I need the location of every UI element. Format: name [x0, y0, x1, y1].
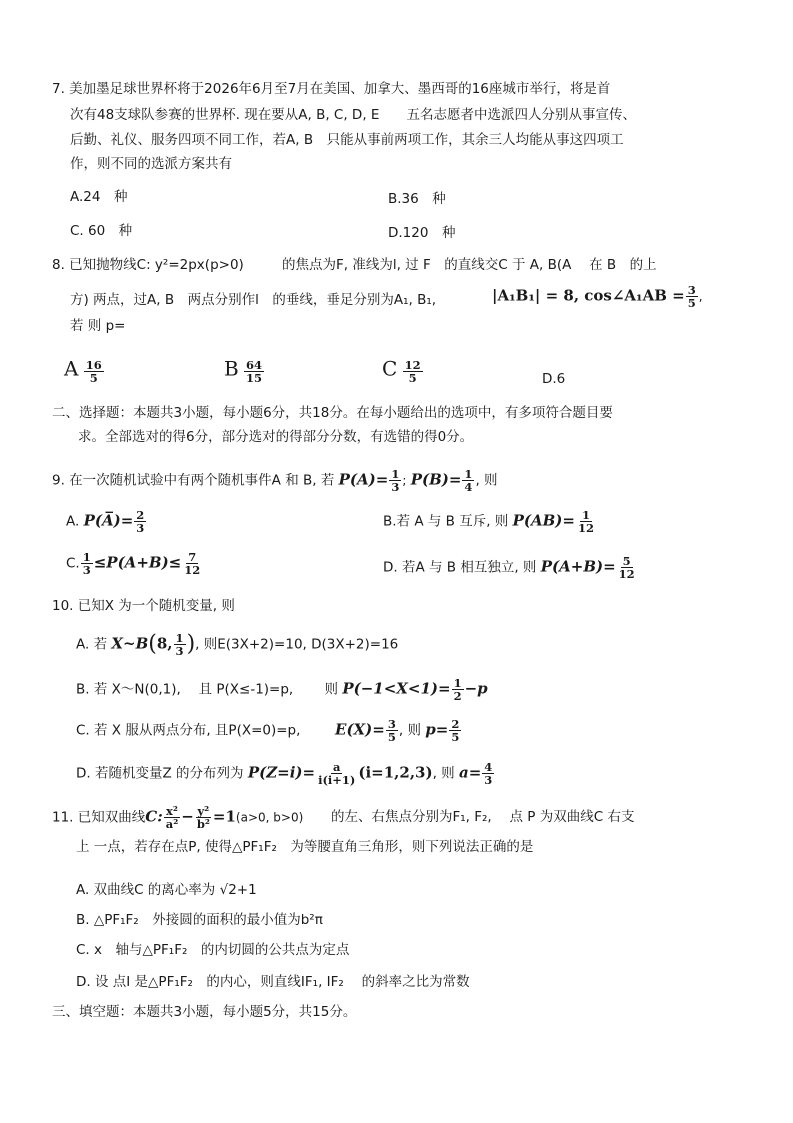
q7-option-b: B.36 种: [388, 191, 446, 207]
q10-option-c: C. 若 X 服从两点分布, 且P(X=0)=p, E(X)= $\frac{3}{5}$ , 则 p= $\frac{2}{5}$: [76, 717, 460, 744]
q7-line-1: 7. 美加墨足球世界杯将于2026年6月至7月在美国、加拿大、墨西哥的16座城市举行，将是首: [52, 81, 611, 97]
section2-line-2: 求。全部选对的得6分，部分选对的得部分分数，有选错的得0分。: [78, 429, 474, 445]
q11-line-2: 上 一点，若存在点P, 使得△PF₁F₂ 为等腰直角三角形，则下列说法正确的是: [76, 839, 534, 855]
q11-option-a: A. 双曲线C 的离心率为 √2+1: [76, 882, 257, 898]
q11-stem: 11. 已知双曲线C: $\frac{\text{x²}}{\text{a²}}$ − $\frac{\text{y²}}{\text{b²}}$ =1(a>0, b>0): [52, 804, 304, 831]
q8-option-a-fraction: $\frac{16}{5}$: [85, 358, 102, 385]
section2-line-1: 二、选择题：本题共3小题，每小题6分，共18分。在每小题给出的选项中，有多项符合题目要: [52, 405, 613, 421]
q8-condition-expr: |A₁B₁| = 8, cos∠A₁AB =: [492, 286, 685, 305]
q9-option-c-fraction-2: $\frac{7}{12}$: [184, 550, 201, 577]
q9-option-c: C. $\frac{1}{3}$ ≤P(A+B)≤ $\frac{7}{12}$: [66, 550, 201, 577]
q7-option-a: A.24 种: [70, 189, 128, 205]
q9-option-d-fraction: $\frac{5}{12}$: [618, 554, 635, 581]
q8-line-2a: 方) 两点，过A, B 两点分别作l 的垂线，垂足分别为A₁, B₁,: [70, 292, 437, 308]
q7-line-4: 作，则不同的选派方案共有: [70, 156, 232, 172]
q9-option-c-fraction-1: $\frac{1}{3}$: [82, 550, 91, 577]
q11-option-c: C. x 轴与△PF₁F₂ 的内切圆的公共点为定点: [76, 942, 350, 958]
q8-cos-fraction: $\frac{3}{5}$: [687, 283, 696, 310]
q8-option-c: C $\frac{12}{5}$: [382, 356, 421, 385]
q10-option-d-fraction-2: $\frac{4}{3}$: [484, 760, 493, 787]
q9-option-a: A. P(A̅)= $\frac{2}{3}$: [66, 508, 145, 535]
q10-option-a-fraction: $\frac{1}{3}$: [175, 631, 184, 658]
q8-line-1a: 8. 已知抛物线C: y²=2px(p>0): [52, 257, 244, 273]
q11-option-d: D. 设 点I 是△PF₁F₂ 的内心，则直线IF₁, IF₂ 的斜率之比为常数: [76, 974, 470, 990]
q9-option-b-fraction: $\frac{1}{12}$: [577, 508, 594, 535]
q10-option-b: B. 若 X～N(0,1), 且 P(X≤-1)=p, 则 P(−1<X<1)= $\frac{1}{2}$ −p: [76, 676, 488, 703]
q9-option-b: B.若 A 与 B 互斥, 则 P(AB)= $\frac{1}{12}$: [383, 508, 594, 535]
q10-option-a: A. 若 X~B(8, $\frac{1}{3}$ ), 则E(3X+2)=10, D(3X+2)=16: [76, 631, 399, 658]
q9-option-d: D. 若A 与 B 相互独立, 则 P(A+B)= $\frac{5}{12}$: [383, 554, 635, 581]
q8-line-2b: |A₁B₁| = 8, cos∠A₁AB = $\frac{3}{5}$ ,: [492, 283, 703, 310]
q8-option-d: D.6: [542, 371, 566, 387]
q9-pa-fraction: $\frac{1}{3}$: [391, 467, 400, 494]
q10-option-b-fraction: $\frac{1}{2}$: [453, 676, 462, 703]
q11-stem-b: 的左、右焦点分别为F₁, F₂, 点 P 为双曲线C 右支: [331, 809, 635, 825]
q7-option-c: C. 60 种: [70, 223, 133, 239]
q9-stem: 9. 在一次随机试验中有两个随机事件A 和 B, 若 P(A)= $\frac{1}{3}$ ; P(B)= $\frac{1}{4}$ , 则: [52, 467, 498, 494]
q8-option-c-fraction: $\frac{12}{5}$: [404, 358, 421, 385]
q7-line-2: 次有48支球队参赛的世界杯. 现在要从A, B, C, D, E 五名志愿者中选派四人分别从事宣传、: [70, 107, 636, 123]
q10-option-d-fraction: $\frac{a}{i(i+1)}$: [318, 760, 356, 787]
q11-x-fraction: $\frac{\text{x²}}{\text{a²}}$: [165, 804, 179, 831]
q11-y-fraction: $\frac{\text{y²}}{\text{b²}}$: [196, 804, 210, 831]
q7-line-3: 后勤、礼仪、服务四项不同工作，若A, B 只能从事前两项工作，其余三人均能从事这四项工: [70, 132, 624, 148]
q8-line-3: 若 则 p=: [70, 318, 126, 334]
q10-option-c-fraction-1: $\frac{3}{5}$: [387, 717, 396, 744]
q9-pb-fraction: $\frac{1}{4}$: [464, 467, 473, 494]
q11-option-b: B. △PF₁F₂ 外接圆的面积的最小值为b²π: [76, 912, 323, 928]
q8-option-a: A $\frac{16}{5}$: [64, 356, 102, 385]
q10-stem: 10. 已知X 为一个随机变量, 则: [52, 598, 235, 614]
q10-option-c-fraction-2: $\frac{2}{5}$: [451, 717, 460, 744]
q9-option-a-fraction: $\frac{2}{3}$: [136, 508, 145, 535]
q8-option-b: B $\frac{64}{15}$: [224, 356, 263, 385]
q10-option-d: D. 若随机变量Z 的分布列为 P(Z=i)= $\frac{a}{i(i+1)}$ (i=1,2,3), 则 a= $\frac{4}{3}$: [76, 760, 493, 787]
q7-option-d: D.120 种: [388, 225, 456, 241]
section3-line-1: 三、填空题：本题共3小题，每小题5分，共15分。: [52, 1004, 357, 1020]
q8-line-1b: 的焦点为F, 准线为l, 过 F 的直线交C 于 A, B(A 在 B 的上: [282, 257, 657, 273]
q8-option-b-fraction: $\frac{64}{15}$: [246, 358, 263, 385]
